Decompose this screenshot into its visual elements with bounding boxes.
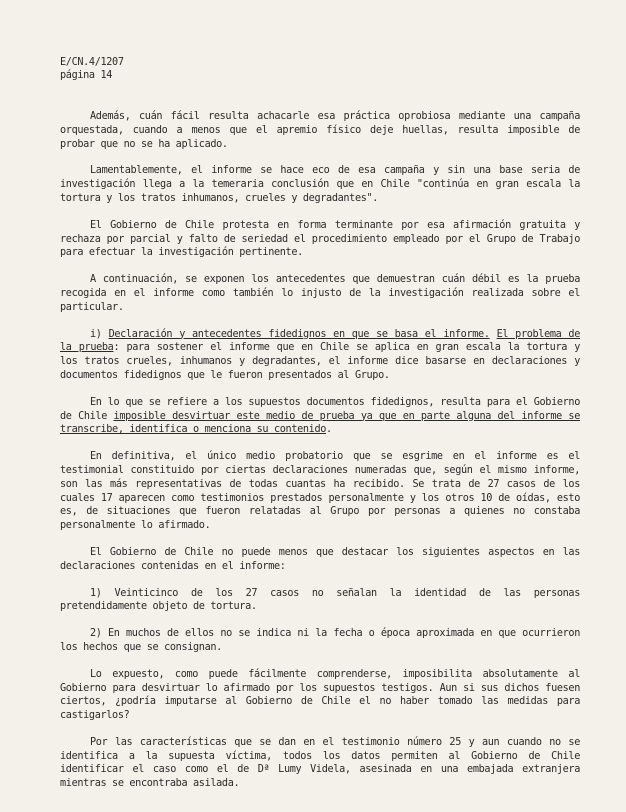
paragraph-8: El Gobierno de Chile no puede menos que destacar los siguientes aspectos en las declaraciones contenidas en el informe: <box>60 546 580 572</box>
paragraph-7: En definitiva, el único medio probatorio que se esgrime en el informe es el testimonial constituido por ciertas declaraciones numeradas que, según el mismo informe, son las más representativas de todas cuantas ha recibido. Se trata de 27 casos de los cuales 17 aparecen como testimonios prestados personalmente y los otros 10 de oídas, esto es, de situaciones que fueron relatadas al Grupo por personas a quienes no constaba personalmente lo afirmado. <box>60 451 580 532</box>
paragraph-6-underlined: imposible desvirtuar este medio de prueba ya que en parte alguna del informe se transcribe, identifica o menciona su contenido <box>60 410 580 436</box>
paragraph-6-end: . <box>326 424 332 436</box>
document-header <box>60 56 580 82</box>
paragraph-6 <box>60 396 580 437</box>
paragraph-11: Lo expuesto, como puede fácilmente comprenderse, imposibilita absolutamente al Gobierno para desvirtuar lo afirmado por los supuestos testigos. Aun si sus dichos fuesen ciertos, ¿podría imputarse al Gobierno de Chile el no haber tomado las medidas para castigarlos? <box>60 668 580 722</box>
document-reference: E/CN.4/1207 <box>60 57 124 68</box>
section-body: : para sostener el informe que en Chile se aplica en gran escala la tortura y los tratos crueles, inhumanos y degradantes, el informe dice basarse en declaraciones y documentos fidedignos que le fueron presentados al Grupo. <box>60 342 580 381</box>
paragraph-5 <box>60 328 580 383</box>
paragraph-3: El Gobierno de Chile protesta en forma terminante por esa afirmación gratuita y rechaza por parcial y falto de seriedad el procedimiento empleado por el Grupo de Trabajo para efectuar la investigación pertinente. <box>60 219 580 259</box>
section-subheading: El problema de la prueba <box>60 328 580 354</box>
paragraph-12: Por las características que se dan en el testimonio número 25 y aun cuando no se identifica a la supuesta víctima, todos los datos permiten al Gobierno de Chile identificar el caso como el de Dª Lumy Videla, asesinada en una embajada extranjera mientras se encontraba asilada. <box>60 736 580 790</box>
list-item-2: 2) En muchos de ellos no se indica ni la fecha o época aproximada en que ocurrieron los hechos que se consignan. <box>60 628 580 653</box>
list-item-1: 1) Veinticinco de los 27 casos no señalan la identidad de las personas pretendidamente objeto de tortura. <box>60 587 580 613</box>
section-heading: Declaración y antecedentes fidedignos en que se basa el informe. <box>108 328 490 340</box>
paragraph-1: Además, cuán fácil resulta achacarle esa práctica oprobiosa mediante una campaña orquestada, cuando a menos que el apremio físico deje huellas, resulta imposible de probar que no se ha aplicado. <box>60 111 580 150</box>
paragraph-4: A continuación, se exponen los antecedentes que demuestran cuán débil es la prueba recogida en el informe como también lo injusto de la investigación realizada sobre el particular. <box>60 274 580 313</box>
section-number: i) <box>90 328 102 340</box>
paragraph-2: Lamentablemente, el informe se hace eco de esa campaña y sin una base seria de investigación llega a la temeraria conclusión que en Chile "continúa en gran escala la tortura y los tratos inhumanos, crueles y degradantes". <box>60 165 580 204</box>
page-number: página 14 <box>60 70 113 81</box>
paragraph-6-start: En lo que se refiere a los supuestos documentos fidedignos, resulta para el Gobierno de Chile <box>60 396 580 422</box>
